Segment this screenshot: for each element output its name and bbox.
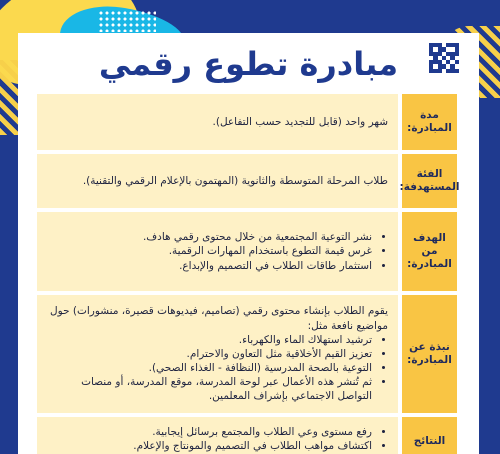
row-content [37,417,398,454]
row-results [37,417,457,454]
row-duration [37,94,457,150]
row-goal [37,212,457,291]
row-content [37,94,398,150]
goal-list [47,230,372,273]
list-item: • استثمار طاقات الطلاب في التصميم والإبداع. [47,259,372,273]
list-item: • غرس قيمة التطوع باستخدام المهارات الرقمية. [47,244,372,258]
row-text: طلاب المرحلة المتوسطة والثانوية (المهتمون بالإعلام الرقمي والتقنية). [82,174,388,187]
info-table [37,94,460,454]
results-list [47,425,372,453]
row-label: الهدف من المبادرة: [402,212,457,291]
row-content [37,212,398,291]
row-content [37,295,398,413]
row-label: الفئة المستهدفة: [402,154,457,208]
row-label: النتائج [402,417,457,454]
row-overview [37,295,457,413]
row-target-group [37,154,460,208]
list-item: • رفع مستوى وعي الطلاب والمجتمع برسائل إيجابية. [47,425,372,439]
list-item: • نشر التوعية المجتمعية من خلال محتوى رقمي هادف. [47,230,372,244]
list-item: • ترشيد استهلاك الماء والكهرباء. [47,333,372,347]
list-item: • اكتشاف مواهب الطلاب في التصميم والمونتاج والإعلام. [47,439,372,453]
list-item: • تعزيز القيم الأخلاقية مثل التعاون والاحترام. [47,347,372,361]
row-intro: يقوم الطلاب بإنشاء محتوى رقمي (تصاميم، فيديوهات قصيرة، منشورات) حول مواضيع نافعة مثل: [50,305,388,332]
row-text: شهر واحد (قابل للتجديد حسب التفاعل). [212,115,388,128]
row-content [37,154,398,208]
list-item: • التوعية بالصحة المدرسية (النظافة - الغذاء الصحي). [47,361,372,375]
poster-card [18,33,479,454]
qr-code-icon [429,43,459,73]
list-item: • ثم تُنشر هذه الأعمال عبر لوحة المدرسة، موقع المدرسة، أو منصات التواصل الاجتماعي بإشراف المعلمين. [47,375,372,403]
row-label: نبذة عن المبادرة: [402,295,457,413]
topic-list [47,333,372,404]
page-title: مبادرة تطوع رقمي [98,45,399,83]
row-label: مدة المبادرة: [402,94,457,150]
decor-dot-grid [98,10,156,32]
